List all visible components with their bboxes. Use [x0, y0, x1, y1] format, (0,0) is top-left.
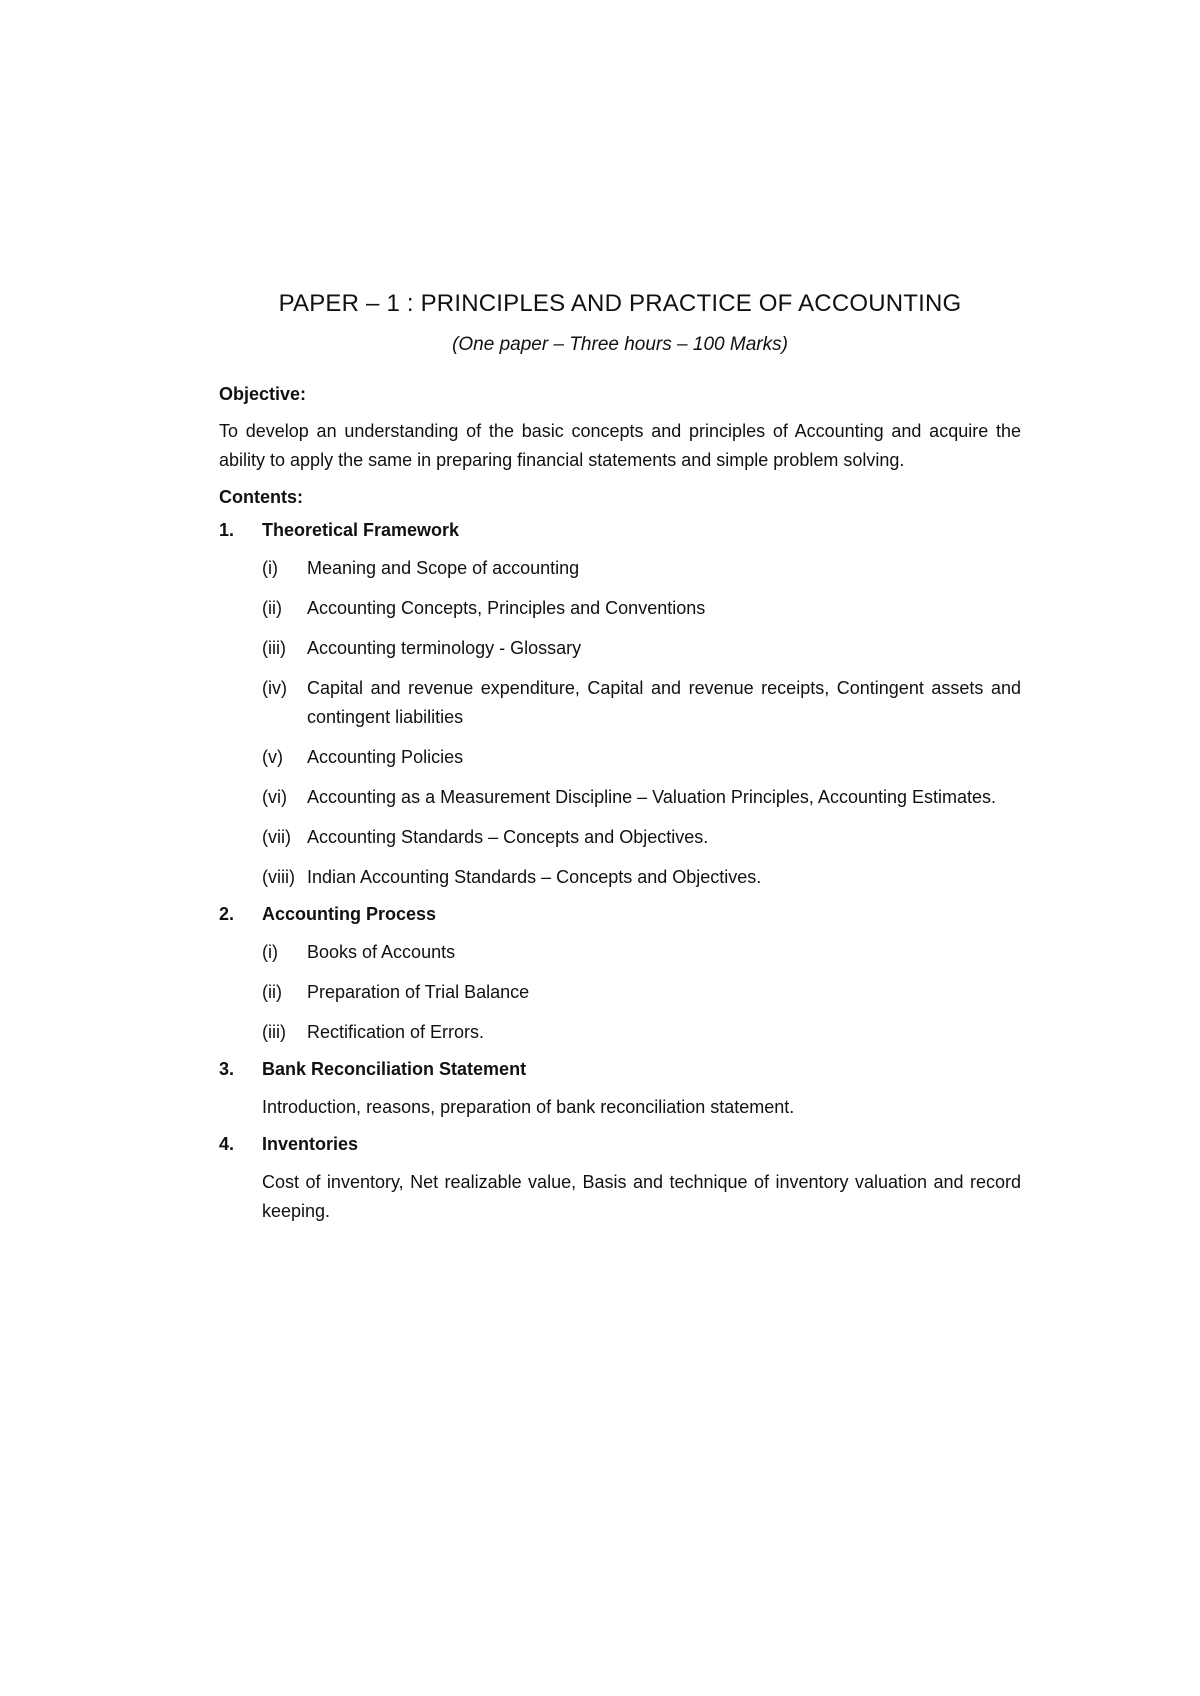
- item-text: Books of Accounts: [307, 942, 456, 962]
- item-text: Accounting terminology - Glossary: [307, 638, 582, 658]
- list-item: [262, 743, 1021, 772]
- section-body: Introduction, reasons, preparation of bank reconciliation statement.: [262, 1097, 795, 1117]
- item-number: (iii): [262, 1022, 286, 1042]
- list-item: [262, 938, 1021, 967]
- section-heading: Theoretical Framework: [262, 520, 460, 540]
- list-item: [262, 823, 1021, 852]
- section-theoretical-framework: [219, 520, 1021, 892]
- document-page: [219, 290, 1021, 1238]
- section-number: 3.: [219, 1059, 235, 1079]
- section-body: Cost of inventory, Net realizable value, Basis and technique of inventory valuation and record keeping.: [262, 1172, 1021, 1221]
- section-inventories: [219, 1134, 1021, 1226]
- section-bank-reconciliation: [219, 1059, 1021, 1122]
- list-item: [262, 554, 1021, 583]
- item-text: Preparation of Trial Balance: [307, 982, 530, 1002]
- objective-text: To develop an understanding of the basic concepts and principles of Accounting and acquire the ability to apply the same in preparing financial statements and simple problem solving.: [219, 421, 1021, 470]
- section-number: 4.: [219, 1134, 235, 1154]
- page-subtitle: (One paper – Three hours – 100 Marks): [452, 334, 788, 355]
- list-item: [262, 634, 1021, 663]
- section-number: 2.: [219, 904, 235, 924]
- item-text: Accounting Concepts, Principles and Conventions: [307, 598, 706, 618]
- item-number: (iv): [262, 678, 287, 698]
- sub-list: [262, 554, 1021, 892]
- item-text: Rectification of Errors.: [307, 1022, 485, 1042]
- list-item: [262, 1018, 1021, 1047]
- item-number: (vi): [262, 787, 287, 807]
- section-heading: Bank Reconciliation Statement: [262, 1059, 527, 1079]
- page-title: PAPER – 1 : PRINCIPLES AND PRACTICE OF ACCOUNTING: [278, 290, 962, 317]
- list-item: [262, 674, 1021, 732]
- list-item: [262, 863, 1021, 892]
- section-accounting-process: [219, 904, 1021, 1047]
- item-number: (viii): [262, 867, 295, 887]
- section-heading: Accounting Process: [262, 904, 437, 924]
- item-text: Accounting Standards – Concepts and Objectives.: [307, 827, 709, 847]
- item-text: Capital and revenue expenditure, Capital and revenue receipts, Contingent assets and contingent liabilities: [307, 678, 1021, 727]
- item-text: Accounting as a Measurement Discipline – Valuation Principles, Accounting Estimates.: [307, 787, 997, 807]
- item-text: Indian Accounting Standards – Concepts and Objectives.: [307, 867, 762, 887]
- item-number: (v): [262, 747, 283, 767]
- item-text: Meaning and Scope of accounting: [307, 558, 580, 578]
- sub-list: [262, 938, 1021, 1047]
- list-item: [262, 783, 1021, 812]
- item-number: (i): [262, 558, 278, 578]
- item-number: (iii): [262, 638, 286, 658]
- item-number: (vii): [262, 827, 291, 847]
- item-text: Accounting Policies: [307, 747, 464, 767]
- item-number: (ii): [262, 598, 282, 618]
- item-number: (i): [262, 942, 278, 962]
- section-number: 1.: [219, 520, 235, 540]
- section-heading: Inventories: [262, 1134, 359, 1154]
- item-number: (ii): [262, 982, 282, 1002]
- list-item: [262, 978, 1021, 1007]
- list-item: [262, 594, 1021, 623]
- contents-label: Contents:: [219, 487, 303, 507]
- objective-label: Objective:: [219, 384, 307, 404]
